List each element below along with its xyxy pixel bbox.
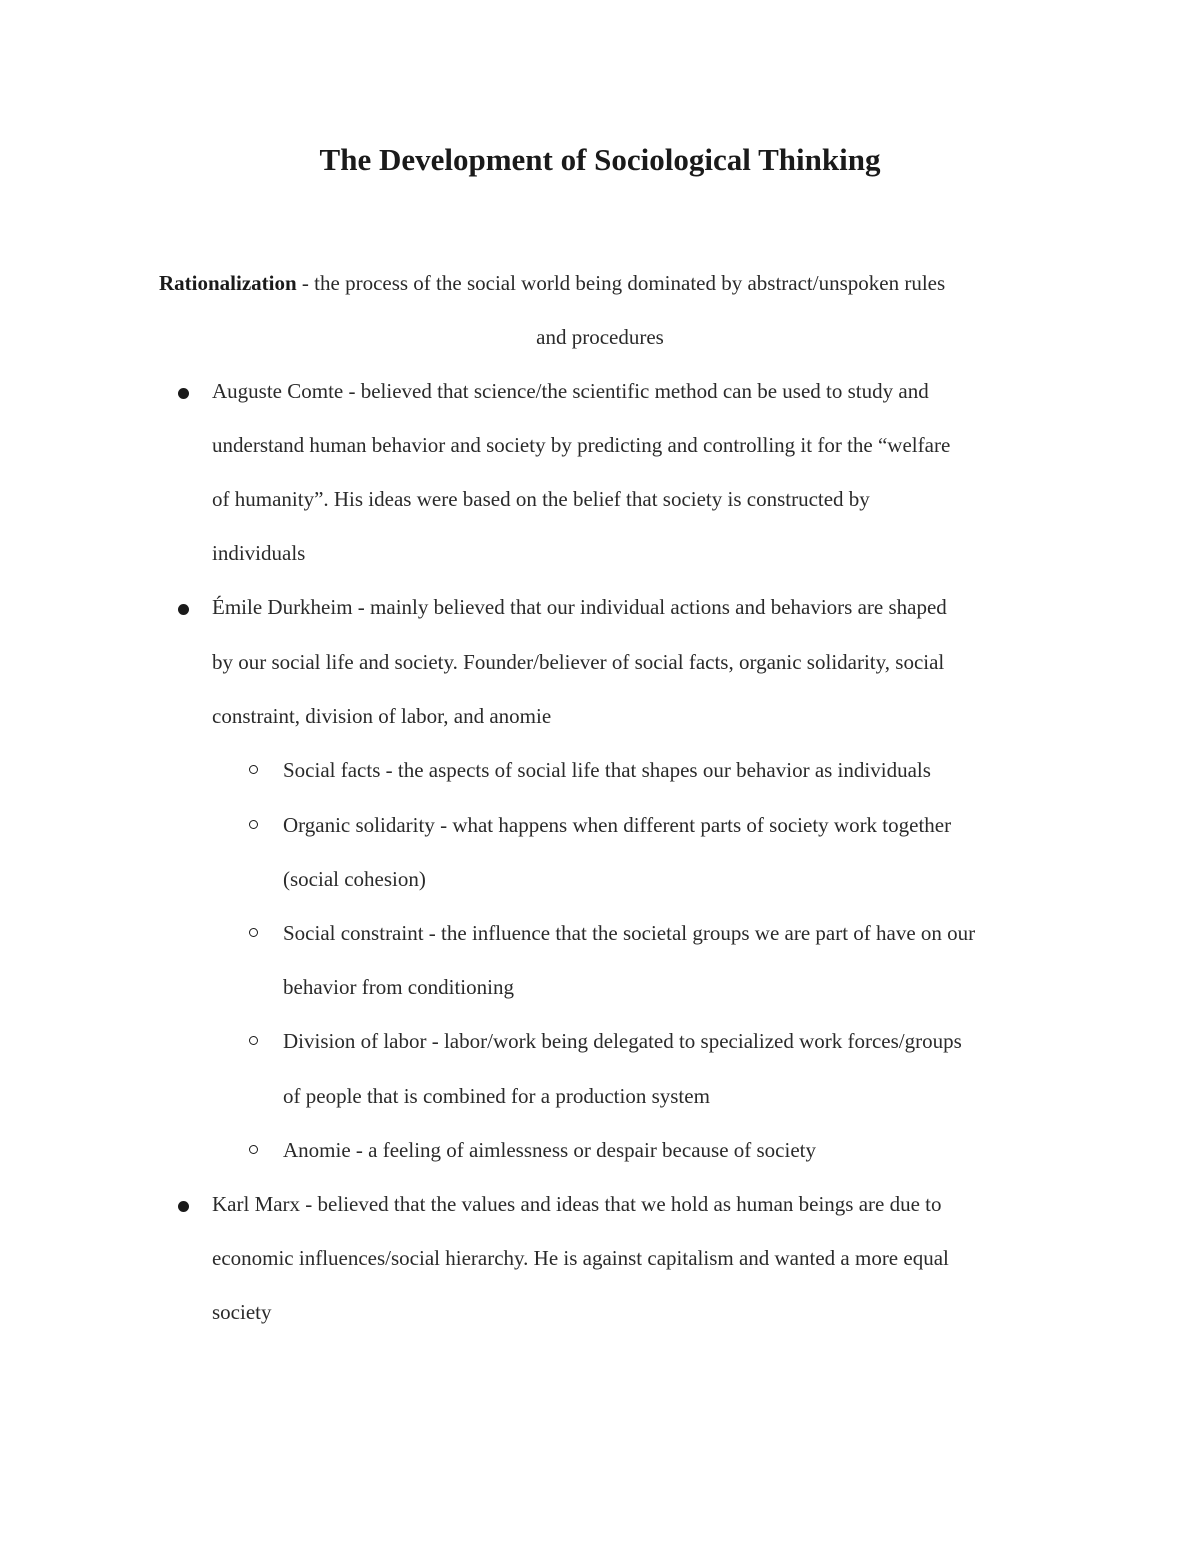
definition-text: - the process of the social world being dominated by abstract/unspoken rules [296,271,946,295]
subitem-social-constraint: Social constraint - the influence that the societal groups we are part of have on our [283,921,976,945]
bullet-comte-line: individuals [212,541,306,565]
bullet-durkheim-line: by our social life and society. Founder/believer of social facts, organic solidarity, social [212,650,945,674]
sub-bullet-circle-icon [249,1036,258,1045]
subitem-organic-solidarity: Organic solidarity - what happens when different parts of society work together [283,813,952,837]
bullet-marx-line: society [212,1300,272,1324]
bullet-comte-line: of humanity”. His ideas were based on the belief that society is constructed by [212,487,870,511]
bullet-marker-icon [178,388,189,399]
subitem-division-of-labor: Division of labor - labor/work being delegated to specialized work forces/groups [283,1029,962,1053]
subitem-social-constraint: behavior from conditioning [283,975,514,999]
bullet-durkheim-line: Émile Durkheim - mainly believed that our individual actions and behaviors are shaped [212,595,947,619]
bullet-marx-line: economic influences/social hierarchy. He is against capitalism and wanted a more equal [212,1246,949,1270]
subitem-social-facts: Social facts - the aspects of social life that shapes our behavior as individuals [283,758,931,782]
bullet-comte-line: understand human behavior and society by predicting and controlling it for the “welfare [212,433,951,457]
document-title: The Development of Sociological Thinking [319,142,881,177]
sub-bullet-circle-icon [249,928,258,937]
sub-bullet-circle-icon [249,1145,258,1154]
definition-line [159,268,945,298]
bullet-marker-icon [178,1201,189,1212]
bullet-marx-line: Karl Marx - believed that the values and ideas that we hold as human beings are due to [212,1192,942,1216]
sub-bullet-circle-icon [249,765,258,774]
definition-term: Rationalization [159,271,297,295]
definition-continuation: and procedures [536,325,664,349]
bullet-marker-icon [178,604,189,615]
subitem-division-of-labor: of people that is combined for a production system [283,1084,710,1108]
subitem-anomie: Anomie - a feeling of aimlessness or despair because of society [283,1138,816,1162]
subitem-organic-solidarity: (social cohesion) [283,867,426,891]
bullet-durkheim-line: constraint, division of labor, and anomie [212,704,552,728]
sub-bullet-circle-icon [249,820,258,829]
bullet-comte-line: Auguste Comte - believed that science/the scientific method can be used to study and [212,379,929,403]
